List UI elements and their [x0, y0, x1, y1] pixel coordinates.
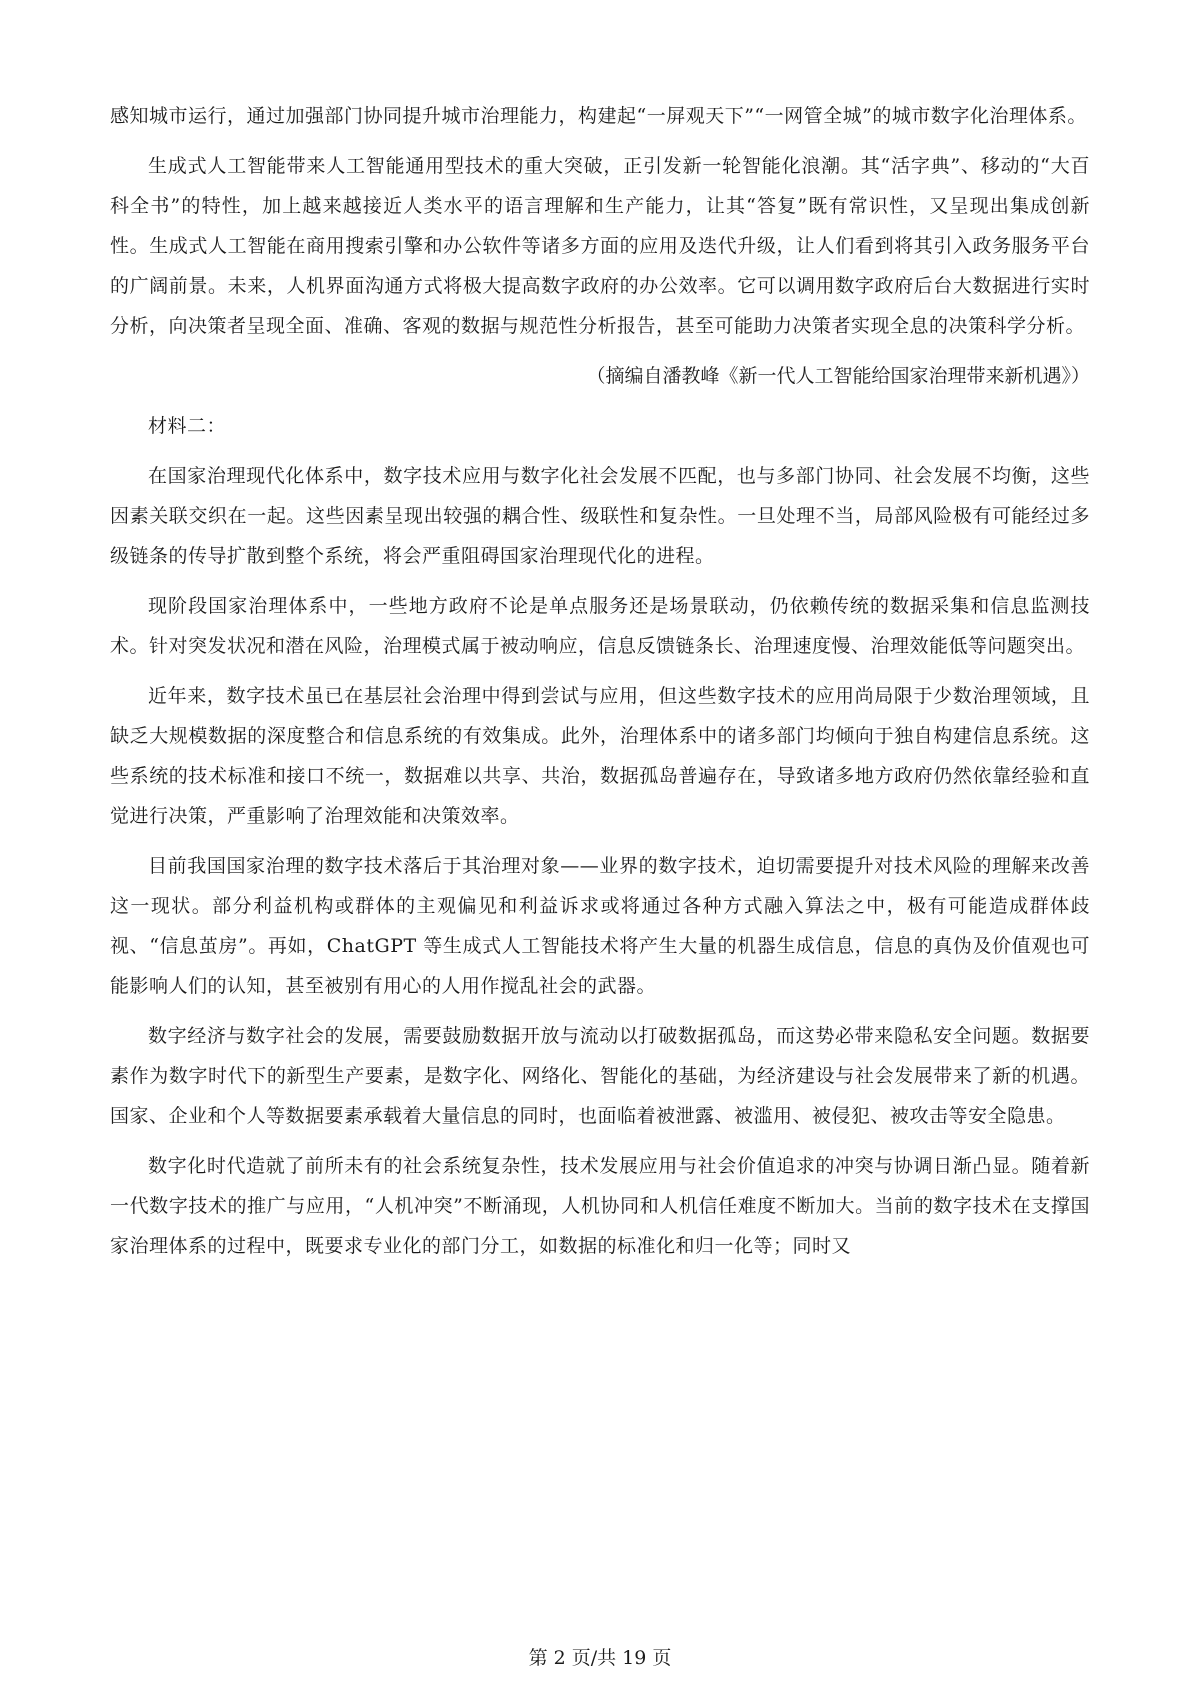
- paragraph-material2-4: 目前我国国家治理的数字技术落后于其治理对象——业界的数字技术，迫切需要提升对技术风险的理解来改善这一现状。部分利益机构或群体的主观偏见和利益诉求或将通过各种方式融入算法之中，极有可能造成群体歧视、“信息茧房”。再如，ChatGPT 等生成式人工智能技术将产生大量的机器生成信息，信息的真伪及价值观也可能影响人们的认知，甚至被别有用心的人用作搅乱社会的武器。: [110, 855, 1090, 997]
- paragraph-material2-5: 数字经济与数字社会的发展，需要鼓励数据开放与流动以打破数据孤岛，而这势必带来隐私安全问题。数据要素作为数字时代下的新型生产要素，是数字化、网络化、智能化的基础，为经济建设与社会发展带来了新的机遇。国家、企业和个人等数据要素承载着大量信息的同时，也面临着被泄露、被滥用、被侵犯、被攻击等安全隐患。: [110, 1025, 1090, 1127]
- paragraph-generative-ai: 生成式人工智能带来人工智能通用型技术的重大突破，正引发新一轮智能化浪潮。其“活字典”、移动的“大百科全书”的特性，加上越来越接近人类水平的语言理解和生产能力，让其“答复”既有常识性，又呈现出集成创新性。生成式人工智能在商用搜索引擎和办公软件等诸多方面的应用及迭代升级，让人们看到将其引入政务服务平台的广阔前景。未来，人机界面沟通方式将极大提高数字政府的办公效率。它可以调用数字政府后台大数据进行实时分析，向决策者呈现全面、准确、客观的数据与规范性分析报告，甚至可能助力决策者实现全息的决策科学分析。: [110, 155, 1090, 337]
- paragraph-material2-1: 在国家治理现代化体系中，数字技术应用与数字化社会发展不匹配，也与多部门协同、社会发展不均衡，这些因素关联交织在一起。这些因素呈现出较强的耦合性、级联性和复杂性。一旦处理不当，局部风险极有可能经过多级链条的传导扩散到整个系统，将会严重阻碍国家治理现代化的进程。: [110, 465, 1090, 567]
- source-citation-1: （摘编自潘教峰《新一代人工智能给国家治理带来新机遇》）: [586, 365, 1090, 387]
- page-number-footer: 第 2 页/共 19 页: [528, 1647, 672, 1669]
- paragraph-material2-3: 近年来，数字技术虽已在基层社会治理中得到尝试与应用，但这些数字技术的应用尚局限于少数治理领域，且缺乏大规模数据的深度整合和信息系统的有效集成。此外，治理体系中的诸多部门均倾向于独自构建信息系统。这些系统的技术标准和接口不统一，数据难以共享、共治，数据孤岛普遍存在，导致诸多地方政府仍然依靠经验和直觉进行决策，严重影响了治理效能和决策效率。: [110, 685, 1090, 827]
- document-body: [110, 96, 1090, 1276]
- paragraph-material2-6: 数字化时代造就了前所未有的社会系统复杂性，技术发展应用与社会价值追求的冲突与协调日渐凸显。随着新一代数字技术的推广与应用，“人机冲突”不断涌现，人机协同和人机信任难度不断加大。当前的数字技术在支撑国家治理体系的过程中，既要求专业化的部门分工，如数据的标准化和归一化等；同时又: [110, 1155, 1090, 1257]
- paragraph-continuation: 感知城市运行，通过加强部门协同提升城市治理能力，构建起“一屏观天下”“一网管全城”的城市数字化治理体系。: [110, 105, 1087, 127]
- material-2-label: 材料二：: [148, 415, 227, 437]
- paragraph-material2-2: 现阶段国家治理体系中，一些地方政府不论是单点服务还是场景联动，仍依赖传统的数据采集和信息监测技术。针对突发状况和潜在风险，治理模式属于被动响应，信息反馈链条长、治理速度慢、治理效能低等问题突出。: [110, 595, 1090, 657]
